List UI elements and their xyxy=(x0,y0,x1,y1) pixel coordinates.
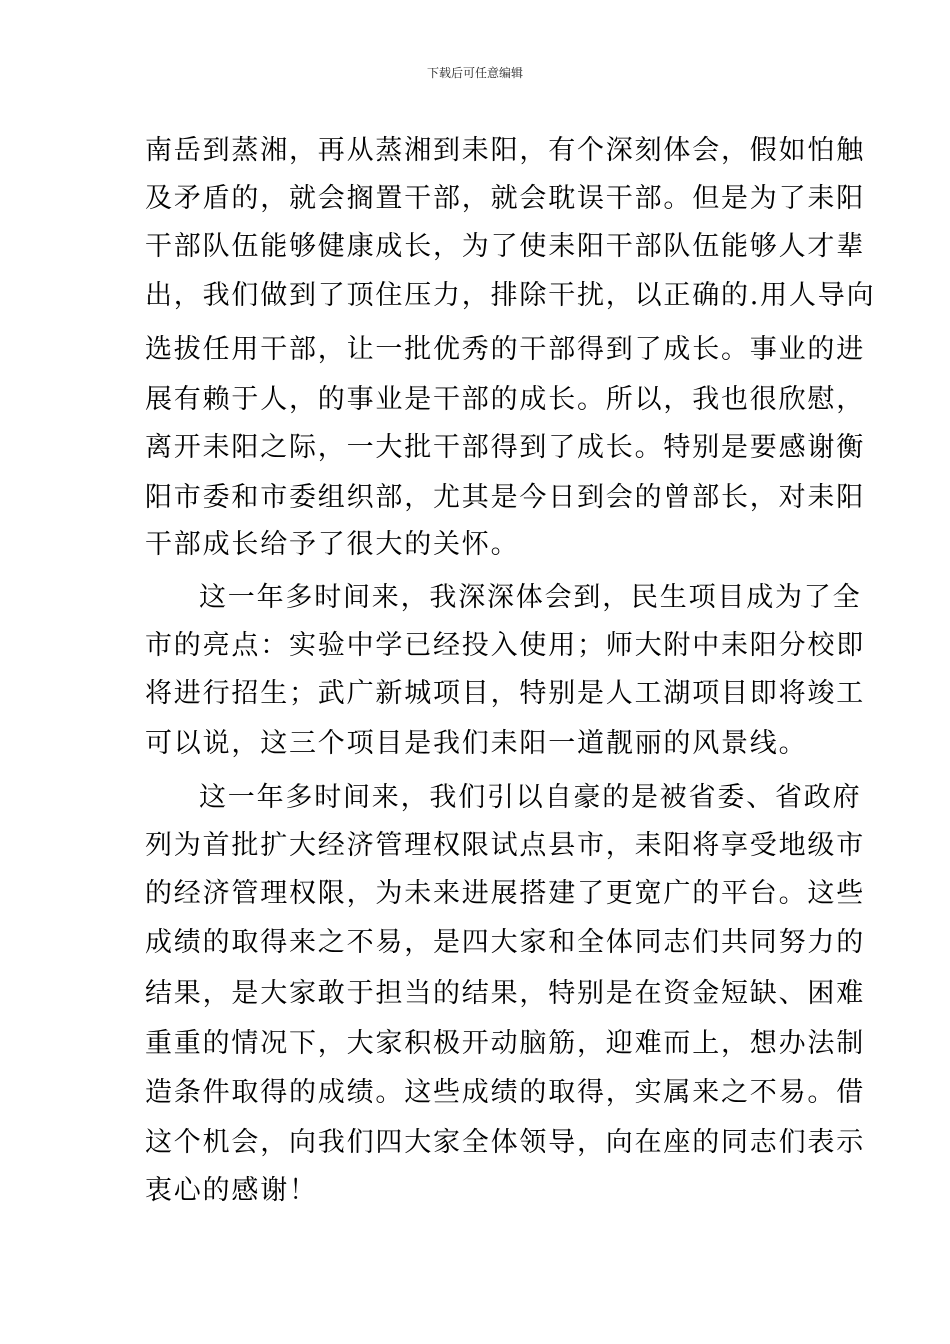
text-line: 可以说，这三个项目是我们耒阳一道靓丽的风景线。 xyxy=(145,728,808,759)
text-line: 及矛盾的，就会搁置干部，就会耽误干部。但是为了耒阳 xyxy=(145,183,865,214)
text-line: 结果，是大家敢于担当的结果，特别是在资金短缺、困难 xyxy=(145,978,865,1009)
text-line: 南岳到蒸湘，再从蒸湘到耒阳，有个深刻体会，假如怕触 xyxy=(145,135,865,166)
text-line: 造条件取得的成绩。这些成绩的取得，实属来之不易。借 xyxy=(145,1077,865,1108)
paragraph-first-line: 这一年多时间来，我们引以自豪的是被省委、省政府 xyxy=(199,782,862,813)
text-line: 这个机会，向我们四大家全体领导，向在座的同志们表示 xyxy=(145,1127,865,1158)
text-line: 重重的情况下，大家积极开动脑筋，迎难而上，想办法制 xyxy=(145,1028,865,1059)
text-line: 成绩的取得来之不易，是四大家和全体同志们共同努力的 xyxy=(145,927,865,958)
text-line: 衷心的感谢！ xyxy=(145,1175,318,1206)
text-line: 选拔任用干部，让一批优秀的干部得到了成长。事业的进 xyxy=(145,334,865,365)
text-line: 出，我们做到了顶住压力，排除干扰，以正确的.用人导向 xyxy=(145,280,876,311)
text-line: 的经济管理权限，为未来进展搭建了更宽广的平台。这些 xyxy=(145,878,865,909)
text-line: 阳市委和市委组织部，尤其是今日到会的曾部长，对耒阳 xyxy=(145,482,865,513)
text-line: 干部成长给予了很大的关怀。 xyxy=(145,529,520,560)
text-line: 干部队伍能够健康成长，为了使耒阳干部队伍能够人才辈 xyxy=(145,231,865,262)
paragraph-first-line: 这一年多时间来，我深深体会到，民生项目成为了全 xyxy=(199,582,862,613)
text-line: 市的亮点：实验中学已经投入使用；师大附中耒阳分校即 xyxy=(145,630,865,661)
page-header: 下载后可任意编辑 xyxy=(426,66,523,80)
text-line: 离开耒阳之际，一大批干部得到了成长。特别是要感谢衡 xyxy=(145,432,865,463)
text-line: 展有赖于人，的事业是干部的成长。所以，我也很欣慰， xyxy=(145,384,865,415)
text-line: 将进行招生；武广新城项目，特别是人工湖项目即将竣工 xyxy=(145,678,865,709)
text-line: 列为首批扩大经济管理权限试点县市，耒阳将享受地级市 xyxy=(145,830,865,861)
